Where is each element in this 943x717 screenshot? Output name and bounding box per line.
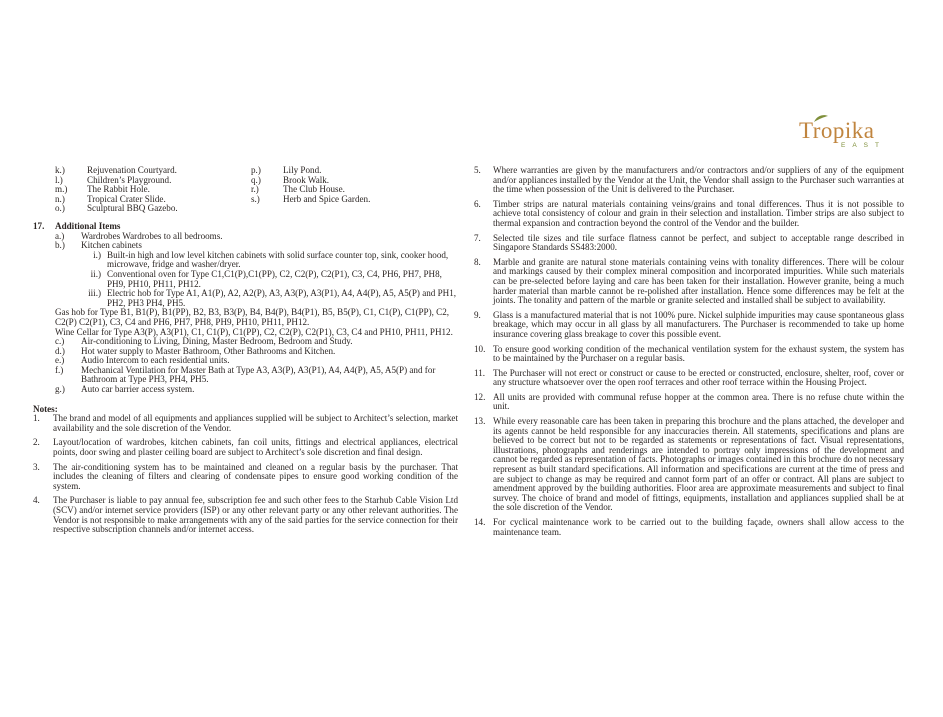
list-item-text: The Rabbit Hole.	[87, 184, 150, 195]
facilities-list-left	[33, 166, 251, 214]
wine-cellar-paragraph: Wine Cellar for Type A3(P), A3(P1), C1, C1(P), C1(PP), C2, C2(P), C2(P1), C3, C4 and PH10, PH11, PH12.	[55, 326, 453, 337]
list-item-text: Children’s Playground.	[87, 174, 172, 185]
list-item-text: Air-conditioning to Living, Dining, Master Bedroom, Bedroom and Study.	[81, 336, 353, 347]
list-item-key: f.)	[55, 364, 64, 375]
logo-wordmark: Tropika	[799, 118, 875, 143]
note-number: 14.	[474, 517, 486, 527]
list-item-text: Hot water supply to Master Bathroom, Other Bathrooms and Kitchen.	[81, 345, 336, 356]
note-item	[474, 234, 904, 253]
list-item-text: Brook Walk.	[283, 174, 330, 185]
list-item-key: ii.)	[90, 268, 101, 279]
note-text: Layout/location of wardrobes, kitchen cabinets, fan coil units, fittings and electrical appliances, electrical points, door swing and plaster ceiling board are subject to Architect’s sole discretion and final design.	[53, 437, 458, 458]
list-item-text: Lily Pond.	[283, 165, 322, 175]
list-item-key: iii.)	[88, 288, 101, 299]
note-item	[474, 393, 904, 412]
note-text: The brand and model of all equipments and appliances supplied will be subject to Architect’s selection, market availability and the sole discretion of the Vendor.	[53, 413, 458, 433]
gas-hob-paragraph: Gas hob for Type B1, B1(P), B1(PP), B2, B3, B3(P), B4, B4(P), B4(P1), B5, B5(P), C1, C1(P), C1(PP), C2, C2(P) C2(P1), C3, C4 and PH6, PH7, PH8, PH9, PH10, PH11, PH12.	[55, 307, 450, 327]
list-item-key: d.)	[55, 345, 65, 356]
list-item-key: b.)	[55, 240, 65, 251]
note-text: Where warranties are given by the manufacturers and/or contractors and/or suppliers of any of the equipment and/or appliances installed by the Vendor at the Unit, the Vendor shall assign to the Purchaser such warranties at the time when possession of the Unit is delivered to the Purchaser.	[493, 165, 904, 195]
note-item	[474, 311, 904, 340]
list-item-text: The Club House.	[283, 184, 345, 195]
note-number: 8.	[474, 256, 481, 267]
list-item-key: p.)	[251, 165, 261, 175]
list-item-text: Mechanical Ventilation for Master Bath at Type A3, A3(P), A3(P1), A4, A4(P), A5, A5(P) and for Bathroom at Type PH3, PH4, PH5.	[81, 364, 436, 385]
note-number: 3.	[33, 461, 40, 472]
note-text: All units are provided with communal refuse hopper at the common area. There is no refuse chute within the unit.	[493, 391, 904, 412]
note-number: 2.	[33, 437, 40, 448]
list-item	[33, 204, 251, 214]
note-item	[474, 258, 904, 306]
note-text: Glass is a manufactured material that is not 100% pure. Nickel sulphide impurities may cause spontaneous glass breakage, which may occur in all glass by all manufacturers. The Purchaser is recommended to take up home insurance covering glass breakage to cover this possible event.	[493, 309, 904, 339]
list-item	[251, 195, 370, 205]
list-item-text: Electric hob for Type A1, A1(P), A2, A2(P), A3, A3(P), A3(P1), A4, A4(P), A5, A5(P) and PH1, PH2, PH3 PH4, PH5.	[107, 288, 457, 308]
list-item-key: n.)	[55, 193, 65, 204]
list-item	[33, 270, 458, 289]
list-item-key: m.)	[55, 184, 68, 195]
list-item	[33, 289, 458, 308]
list-item	[33, 366, 458, 385]
note-number: 9.	[474, 309, 481, 320]
list-item-key: g.)	[55, 384, 65, 395]
note-item	[474, 200, 904, 229]
list-item-key: a.)	[55, 230, 65, 241]
note-number: 13.	[474, 416, 486, 427]
list-item	[33, 385, 458, 395]
note-number: 4.	[33, 495, 40, 506]
note-item	[33, 496, 458, 534]
list-item-text: Audio Intercom to each residential units.	[81, 355, 230, 366]
left-column	[33, 166, 458, 540]
list-item-key: o.)	[55, 203, 65, 214]
note-text: Timber strips are natural materials containing veins/grains and tonal differences. Thus it is not possible to achieve total consistency of colour and grain in their selection and installation. Timber strips are also subject to thermal expansion and contraction beyond the control of the Vendor and the builder.	[493, 198, 904, 228]
note-item	[474, 417, 904, 513]
note-item	[33, 438, 458, 457]
note-item	[474, 166, 904, 195]
note-item	[33, 414, 458, 433]
list-item-key: q.)	[251, 174, 261, 185]
note-number: 6.	[474, 198, 481, 209]
note-number: 7.	[474, 232, 481, 243]
list-item-text: Built-in high and low level kitchen cabinets with solid surface counter top, sink, cooker hood, microwave, fridge and washer/dryer.	[107, 249, 449, 270]
list-item-text: Auto car barrier access system.	[81, 384, 195, 395]
facilities-list-right	[251, 166, 370, 214]
list-item-text: Kitchen cabinets	[81, 240, 142, 251]
notes-heading: Notes:	[33, 403, 58, 414]
list-item-key: e.)	[55, 355, 65, 366]
note-number: 5.	[474, 165, 481, 175]
note-text: The Purchaser is liable to pay annual fee, subscription fee and such other fees to the Starhub Cable Vision Ltd (SCV) and/or internet service providers (ISP) or any other relevant party or any other relevant authorities. The Vendor is not responsible to make arrangements with any of the said parties for the service connection for their respective subscription channels and/or internet access.	[53, 495, 458, 535]
section-title: Additional Items	[55, 220, 121, 231]
note-item	[474, 369, 904, 388]
facilities-list	[33, 166, 463, 214]
list-item-text: Conventional oven for Type C1,C1(P),C1(PP), C2, C2(P), C2(P1), C3, C4, PH6, PH7, PH8, PH9, PH10, PH11, PH12.	[107, 268, 442, 289]
right-column	[474, 166, 904, 542]
note-item	[474, 345, 904, 364]
tropika-east-logo	[795, 118, 905, 152]
note-item	[474, 518, 904, 537]
list-item-text: Wardrobes Wardrobes to all bedrooms.	[81, 230, 223, 241]
note-text: While every reasonable care has been taken in preparing this brochure and the plans attached, the developer and its agents cannot be held responsible for any inaccuracies therein. All statements, specifications and plans are believed to be correct but not to be regarded as statements or representations of fact. Visual representations, illustrations, photographs and renderings are intended to portray only impressions of the development and cannot be regarded as representation of facts. Photographs or images contained in this brochure do not necessary represent as built standard specifications. All information and specifications are current at the time of press and are subject to change as may be required and cannot form part of an offer or contract. All plans are subject to amendment approved by the building authorities. Floor area are approximate measurements and subject to final survey. The choice of brand and model of fittings, equipments, installation and appliances supplied shall be at the sole discretion of the Vendor.	[493, 416, 904, 513]
section-number: 17.	[33, 220, 45, 231]
list-item-text: Rejuvenation Courtyard.	[87, 165, 177, 175]
note-text: The air-conditioning system has to be maintained and cleaned on a regular basis by the purchaser. That includes the cleaning of filters and clearing of condensate pipes to ensure good working condition of the system.	[53, 461, 458, 491]
list-item-key: r.)	[251, 184, 259, 195]
note-text: Marble and granite are natural stone materials containing veins with tonality differences. There will be colour and markings caused by their complex mineral composition and incorporated impurities. While such materials can be pre-selected before laying and care has been taken for their installation. However granite, being a much harder material than marble cannot be re-polished after installation. Hence some differences may be felt at the joints. The tonality and pattern of the marble or granite selected and installed shall be subject to availability.	[493, 256, 904, 306]
list-item-text: Herb and Spice Garden.	[283, 193, 371, 204]
list-item-key: c.)	[55, 336, 65, 347]
list-item	[33, 251, 458, 270]
list-item-key: l.)	[55, 174, 63, 185]
note-text: For cyclical maintenance work to be carried out to the building façade, owners shall allow access to the maintenance team.	[493, 517, 904, 537]
note-text: To ensure good working condition of the mechanical ventilation system for the exhaust system, the system has to be maintained by the Purchaser on a regular basis.	[493, 343, 904, 364]
list-item-text: Tropical Crater Slide.	[87, 193, 166, 204]
list-item-key: s.)	[251, 193, 260, 204]
logo-subtitle: EAST	[841, 142, 886, 149]
note-text: Selected tile sizes and tile surface flatness cannot be perfect, and subject to acceptable range described in Singapore Standards SS483:2000.	[493, 232, 904, 253]
note-text: The Purchaser will not erect or construct or cause to be erected or constructed, enclosure, shelter, roof, cover or any structure whatsoever over the open roof terraces and other roof terrace within the Housing Project.	[493, 367, 904, 388]
note-number: 12.	[474, 391, 486, 402]
note-number: 10.	[474, 343, 486, 354]
list-item-key: i.)	[93, 249, 101, 260]
list-item-key: k.)	[55, 165, 65, 175]
note-item	[33, 463, 458, 492]
note-number: 1.	[33, 413, 40, 424]
note-number: 11.	[474, 367, 486, 378]
list-item-text: Sculptural BBQ Gazebo.	[87, 203, 178, 214]
